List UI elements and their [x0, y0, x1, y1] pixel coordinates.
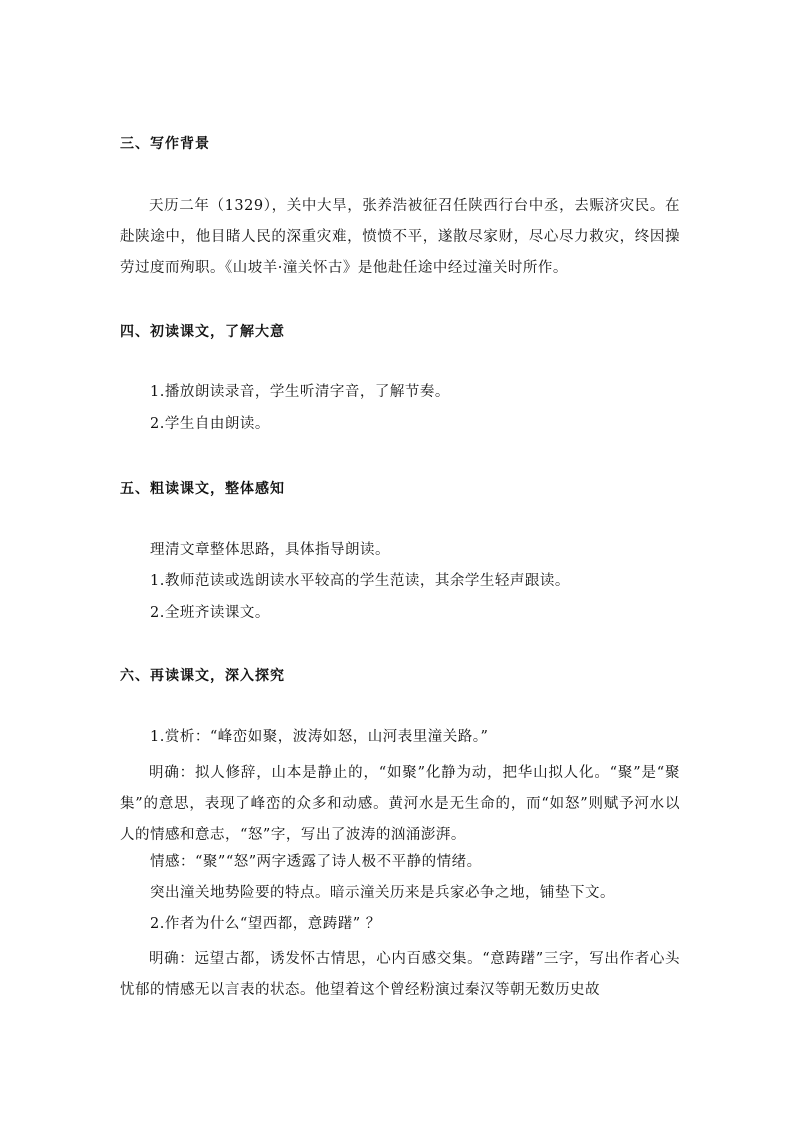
section4-item-1: 1.播放朗读录音，学生听清字音，了解节奏。 [150, 384, 450, 400]
section6-emotion: 情感：“聚”“怒”两字透露了诗人极不平静的情绪。 [150, 854, 482, 870]
section4-item-2: 2.学生自由朗读。 [150, 416, 270, 432]
section5-item-1: 1.教师范读或选朗读水平较高的学生范读，其余学生轻声跟读。 [150, 573, 570, 589]
section3-heading: 三、写作背景 [120, 136, 210, 152]
section3-paragraph: 天历二年（1329），关中大旱，张养浩被征召任陕西行台中丞，去赈济灾民。在赴陕途中，他目睹人民的深重灾难，愤愤不平，遂散尽家财，尽心尽力救灾，终因操劳过度而殉职。《山坡羊·潼关怀古》是他赴任途中经过潼关时所作。 [120, 198, 680, 276]
section6-answer-1: 明确：拟人修辞，山本是静止的，“如聚”化静为动，把华山拟人化。“聚”是“聚集”的意思，表现了峰峦的众多和动感。黄河水是无生命的，而“如怒”则赋予河水以人的情感和意志，“怒”字，写出了波涛的汹涌澎湃。 [120, 765, 680, 843]
section6-question-2: 2.作者为什么“望西都，意踌躇” ？ [150, 916, 381, 932]
section5-item-2: 2.全班齐读课文。 [150, 605, 270, 621]
section6-highlight: 突出潼关地势险要的特点。暗示潼关历来是兵家必争之地，铺垫下文。 [150, 885, 615, 901]
section6-answer-2: 明确：远望古都，诱发怀古情思，心内百感交集。“意踌躇”三字，写出作者心头忧郁的情感无以言表的状态。他望着这个曾经粉演过秦汉等朝无数历史故 [120, 951, 680, 998]
section6-question-1: 1.赏析：“峰峦如聚，波涛如怒，山河表里潼关路。” [150, 729, 489, 745]
section5-intro: 理清文章整体思路，具体指导朗读。 [150, 542, 390, 558]
section4-heading: 四、初读课文，了解大意 [120, 324, 285, 340]
section5-heading: 五、粗读课文，整体感知 [120, 481, 285, 497]
section6-heading: 六、再读课文，深入探究 [120, 668, 285, 684]
